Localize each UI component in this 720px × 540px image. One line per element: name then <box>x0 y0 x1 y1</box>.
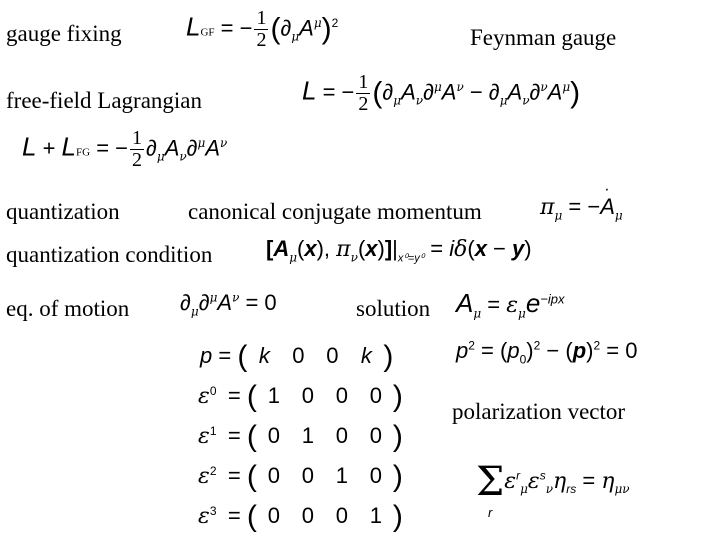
quantization-condition-label: quantization condition <box>6 242 213 267</box>
gauge-fixing-equation: LGF = − $\frac{1}{2}$ $(\partial_\mu A^\mu)^2$ <box>186 7 339 51</box>
momentum-component: k <box>258 342 270 368</box>
on-shell-equation: $p^2 = (p_0)^2 - (p)^2 = 0$ <box>456 338 638 367</box>
eq-of-motion-label: eq. of motion <box>6 296 130 321</box>
momentum-component: 0 <box>292 342 305 368</box>
commutator-equation: [$A_\mu(x)$, $\pi_\nu(x)]|_{x^0=y^0} = i\delta(x - y)$ <box>266 236 532 265</box>
polarization-row-1: ε1 = ( 0 1 0 0 ) <box>198 420 403 453</box>
polarization-row-3: ε3 = ( 0 0 0 1 ) <box>198 500 403 533</box>
quantization-label: quantization <box>6 199 120 224</box>
free-field-lagrangian-label: free-field Lagrangian <box>6 88 203 113</box>
polarization-vector-label: polarization vector <box>452 399 626 424</box>
momentum-component: 0 <box>326 342 339 368</box>
polarization-row-2: ε2 = ( 0 0 1 0 ) <box>198 460 403 493</box>
solution-label: solution <box>356 296 431 321</box>
sum-lagrangian-equation: L + LFG = − $\frac{1}{2}$ $\partial_\mu A_\nu\partial^\mu A^\nu$ <box>22 127 228 171</box>
gauge-fixing-label: gauge fixing <box>6 21 122 46</box>
feynman-gauge-label: Feynman gauge <box>470 25 617 50</box>
completeness-equation: $\Sigma\varepsilon^r_\mu\varepsilon^s_\nu\eta_{rs} = \eta_{\mu\nu}$ <box>476 459 630 505</box>
motion-equation: $\partial_\mu\partial^\mu A^\nu = 0$ <box>180 290 277 319</box>
momentum-equation: $\pi_\mu = -A$ · $_\mu$ <box>540 181 623 223</box>
sum-index: r <box>488 505 493 520</box>
polarization-row-0: ε0 = ( 1 0 0 0 ) <box>198 380 403 413</box>
momentum-vector-row: p = ( k 0 0 k ) <box>200 340 394 373</box>
free-field-equation: L = − $\frac{1}{2}$ $(\partial_\mu A_\nu\partial^\mu A^\nu - \partial_\mu A_\nu\partial^\nu A^\mu)$ <box>302 71 581 115</box>
canonical-momentum-label: canonical conjugate momentum <box>188 199 482 224</box>
momentum-component: k <box>360 342 372 368</box>
solution-equation: $A_\mu = \varepsilon_\mu e^{-ipx}$ <box>456 288 565 321</box>
